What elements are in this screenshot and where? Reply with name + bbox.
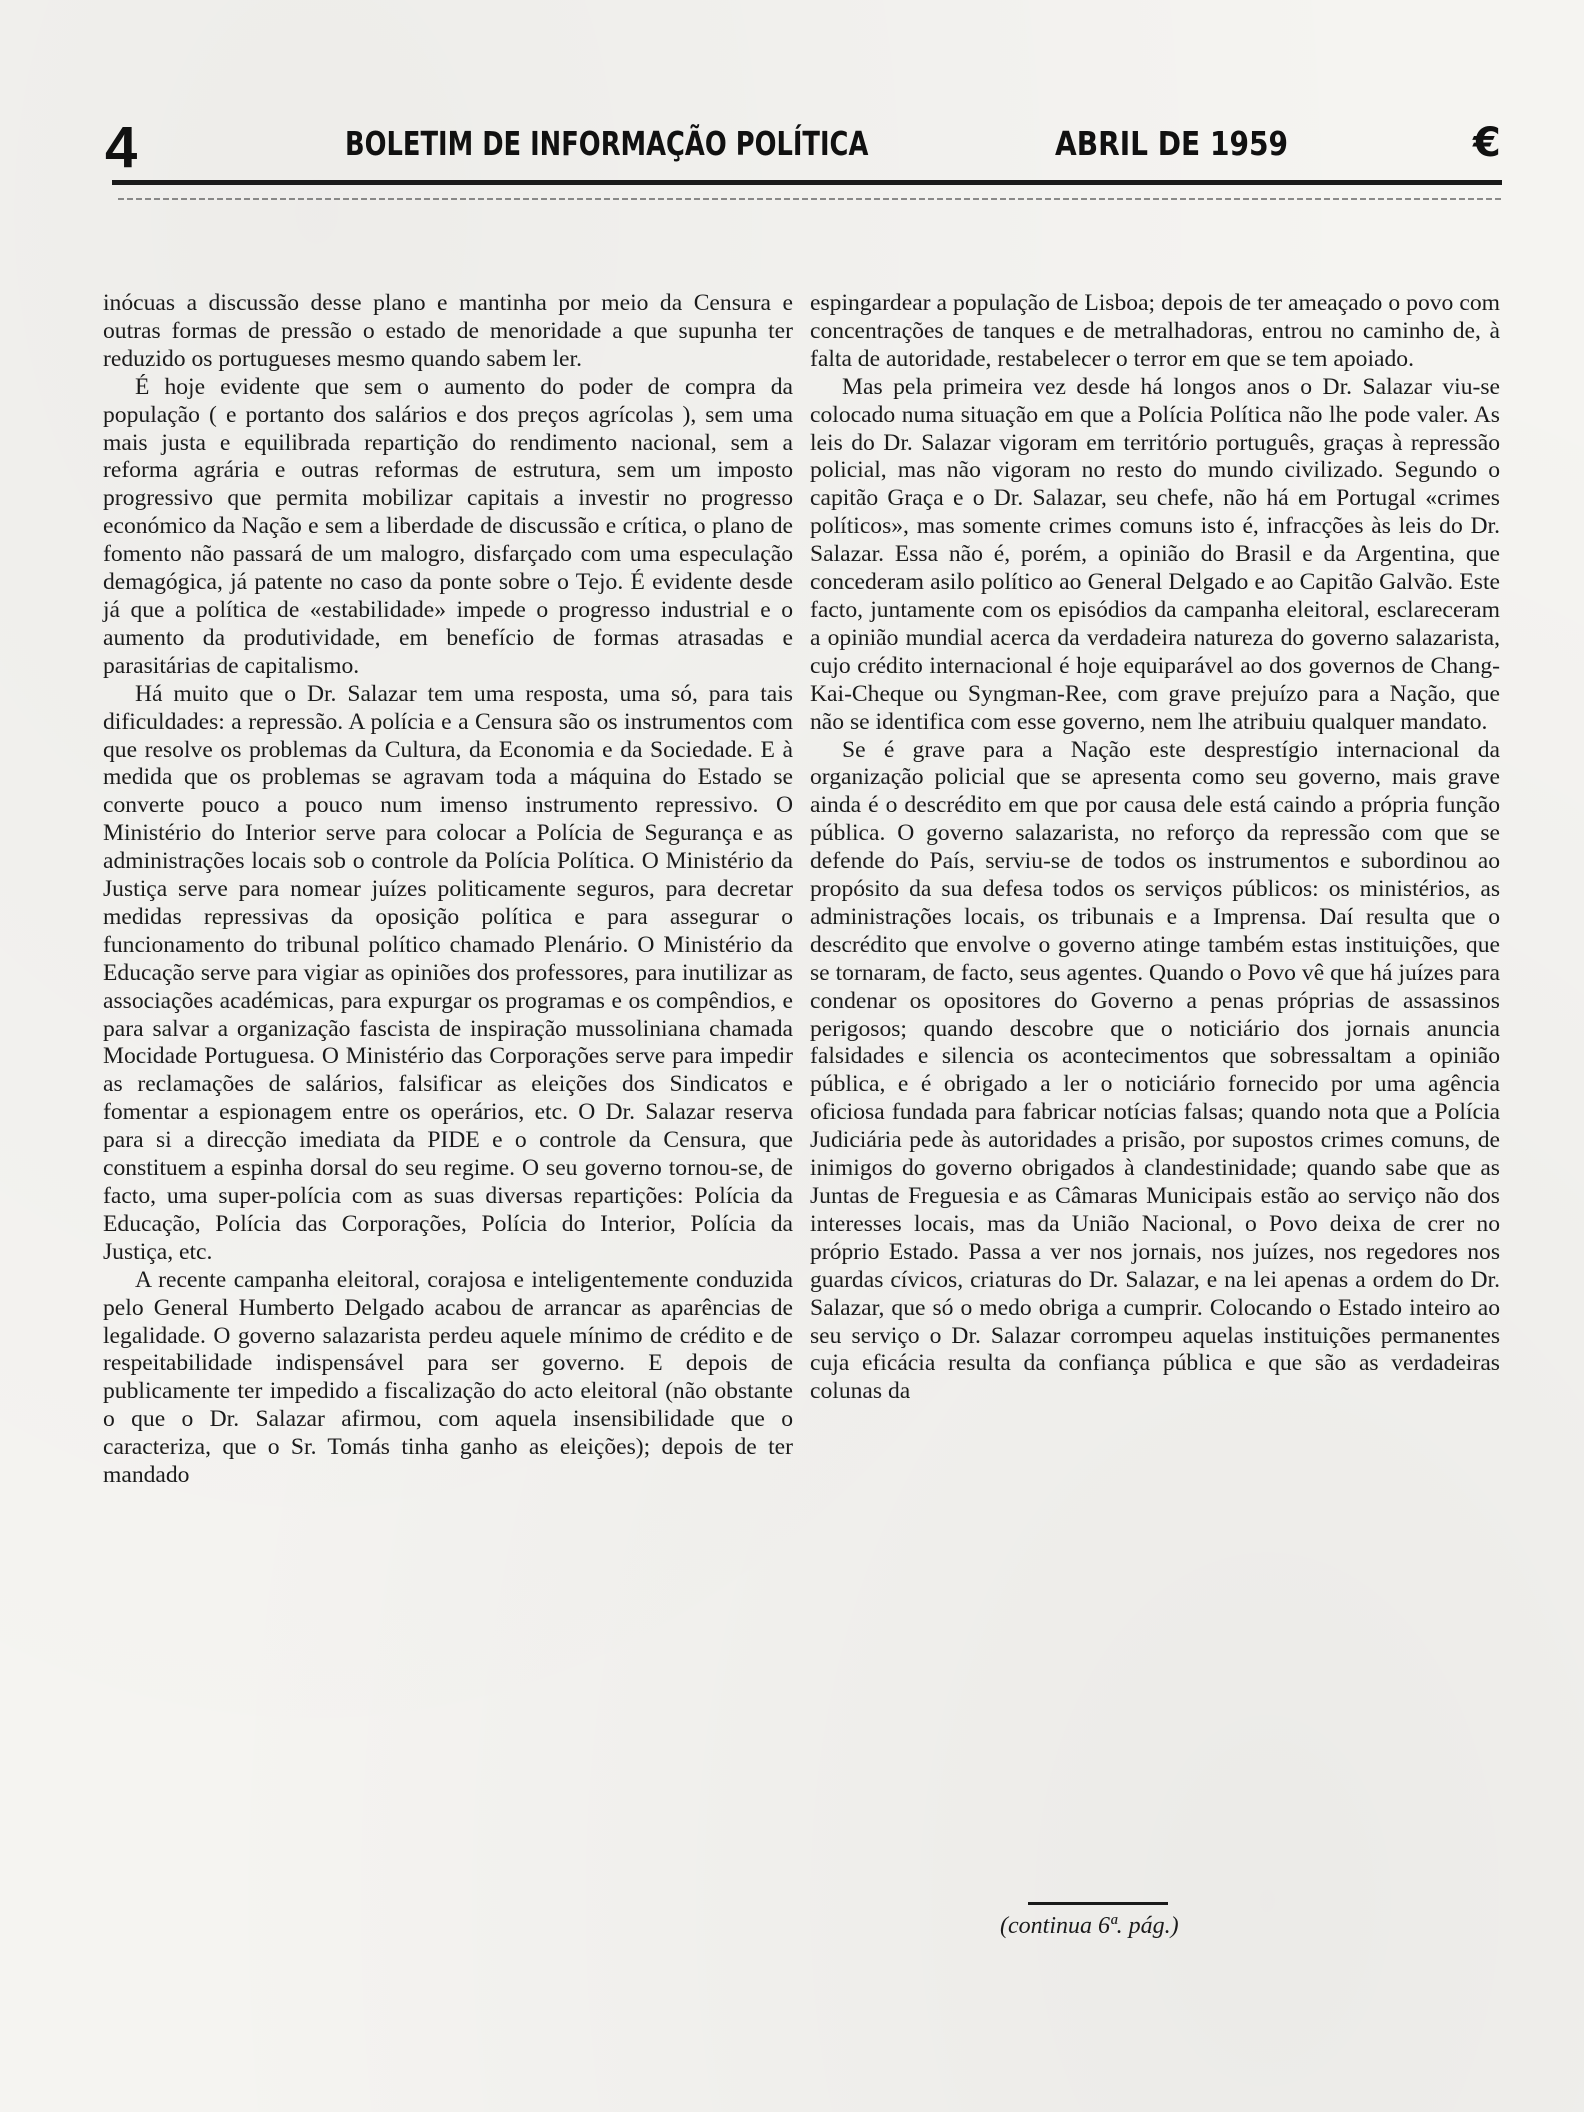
paragraph: espingardear a população de Lisboa; depois de ter ameaçado o povo com concentrações de tanques e de metralhadoras, entrou no caminho de, à falta de autoridade, restabelecer o terror em que se tem apoiado. xyxy=(810,290,1500,372)
continuation-note: (continua 6ª. pág.) xyxy=(1000,1913,1179,1939)
continuation-rule xyxy=(1028,1902,1168,1905)
paragraph: Mas pela primeira vez desde há longos anos o Dr. Salazar viu-se colocado numa situação em que a Polícia Política não lhe pode valer. As leis do Dr. Salazar vigoram em território português, graças à repressão policial, mas não vigoram no resto do mundo civilizado. Segundo o capitão Graça e o Dr. Salazar, seu chefe, não há em Portugal «crimes políticos», mas somente crimes comuns isto é, infracções às leis do Dr. Salazar. Essa não é, porém, a opinião do Brasil e da Argentina, que concederam asilo político ao General Delgado e ao Capitão Galvão. Este facto, juntamente com os episódios da campanha eleitoral, esclareceram a opinião mundial acerca da verdadeira natureza do governo salazarista, cujo crédito internacional é hoje equiparável ao dos governos de Chang-Kai-Cheque ou Syngman-Ree, com grave prejuízo para a Nação, que não se identifica com esse governo, nem lhe atribuiu qualquer mandato. xyxy=(810,373,1500,735)
header-rule-dotted xyxy=(118,198,1504,200)
issue-date: ABRIL DE 1959 xyxy=(1055,124,1289,163)
masthead-title: BOLETIM DE INFORMAÇÃO POLÍTICA xyxy=(345,124,869,163)
paragraph: Se é grave para a Nação este desprestígio internacional da organização policial que se apresenta como seu governo, mais grave ainda é o descrédito em que por causa dele está caindo a própria função pública. O governo salazarista, no reforço da repressão com que se defende do País, serviu-se de todos os instrumentos e subordinou ao propósito da sua defesa todos os serviços públicos: os ministérios, as administrações locais, os tribunais e a Imprensa. Daí resulta que o descrédito que envolve o governo atinge também estas instituições, que se tornaram, de facto, seus agentes. Quando o Povo vê que há juízes para condenar os opositores do Governo a penas próprias de assassinos perigosos; quando descobre que o noticiário dos jornais anuncia falsidades e silencia os acontecimentos que sobressaltam a opinião pública, e é obrigado a ler o noticiário fornecido por uma agência oficiosa fundada para fabricar notícias falsas; quando nota que a Polícia Judiciária pede às autoridades a prisão, por supostos crimes comuns, de inimigos do governo obrigados à clandestinidade; quando sabe que as Juntas de Freguesia e as Câmaras Municipais estão ao serviço não dos interesses locais, mas da União Nacional, o Povo deixa de crer no próprio Estado. Passa a ver nos jornais, nos juízes, nos regedores nos guardas cívicos, criaturas do Dr. Salazar, e na lei apenas a ordem do Dr. Salazar, que só o medo obriga a cumprir. Colocando o Estado inteiro ao seu serviço o Dr. Salazar corrompeu aquelas instituições permanentes cuja eficácia resulta da confiança pública e que são as verdadeiras colunas da xyxy=(810,736,1500,1405)
paragraph: inócuas a discussão desse plano e mantinha por meio da Censura e outras formas de pressão o estado de menoridade a que supunha ter reduzido os portugueses mesmo quando sabem ler. xyxy=(103,290,793,372)
article-left-column xyxy=(103,290,793,1490)
paragraph: É hoje evidente que sem o aumento do poder de compra da população ( e portanto dos salários e dos preços agrícolas ), sem uma mais justa e equilibrada repartição do rendimento nacional, sem a reforma agrária e outras reformas de estrutura, sem um imposto progressivo que permita mobilizar capitais a investir no progresso económico da Nação e sem a liberdade de discussão e crítica, o plano de fomento não passará de um malogro, disfarçado com uma especulação demagógica, já patente no caso da ponte sobre o Tejo. É evidente desde já que a política de «estabilidade» impede o progresso industrial e o aumento da produtividade, em benefício de formas atrasadas e parasitárias de capitalismo. xyxy=(103,373,793,679)
paragraph: Há muito que o Dr. Salazar tem uma resposta, uma só, para tais dificuldades: a repressão. A polícia e a Censura são os instrumentos com que resolve os problemas da Cultura, da Economia e da Sociedade. E à medida que os problemas se agravam toda a máquina do Estado se converte pouco a pouco num imenso instrumento repressivo. O Ministério do Interior serve para colocar a Polícia de Segurança e as administrações locais sob o controle da Polícia Política. O Ministério da Justiça serve para nomear juízes politicamente seguros, para decretar medidas repressivas da oposição política e para assegurar o funcionamento do tribunal político chamado Plenário. O Ministério da Educação serve para vigiar as opiniões dos professores, para inutilizar as associações académicas, para expurgar os programas e os compêndios, e para salvar a organização fascista de inspiração mussoliniana chamada Mocidade Portuguesa. O Ministério das Corporações serve para impedir as reclamações de salários, falsificar as eleições dos Sindicatos e fomentar a espionagem entre os operários, etc. O Dr. Salazar reserva para si a direcção imediata da PIDE e o controle da Censura, que constituem a espinha dorsal do seu regime. O seu governo tornou-se, de facto, uma super-polícia com as suas diversas repartições: Polícia da Educação, Polícia das Corporações, Polícia do Interior, Polícia da Justiça, etc. xyxy=(103,680,793,1265)
paragraph: A recente campanha eleitoral, corajosa e inteligentemente conduzida pelo General Humberto Delgado acabou de arrancar as aparências de legalidade. O governo salazarista perdeu aquele mínimo de crédito e de respeitabilidade indispensável para ser governo. E depois de publicamente ter impedido a fiscalização do acto eleitoral (não obstante o que o Dr. Salazar afirmou, com aquela insensibilidade que o caracteriza, que o Sr. Tomás tinha ganho as eleições); depois de ter mandado xyxy=(103,1266,793,1489)
page-header xyxy=(105,115,1505,180)
article-right-column xyxy=(810,290,1500,1406)
corner-mark: € xyxy=(1473,120,1501,166)
page-number: 4 xyxy=(105,115,138,180)
header-rule xyxy=(112,180,1502,185)
